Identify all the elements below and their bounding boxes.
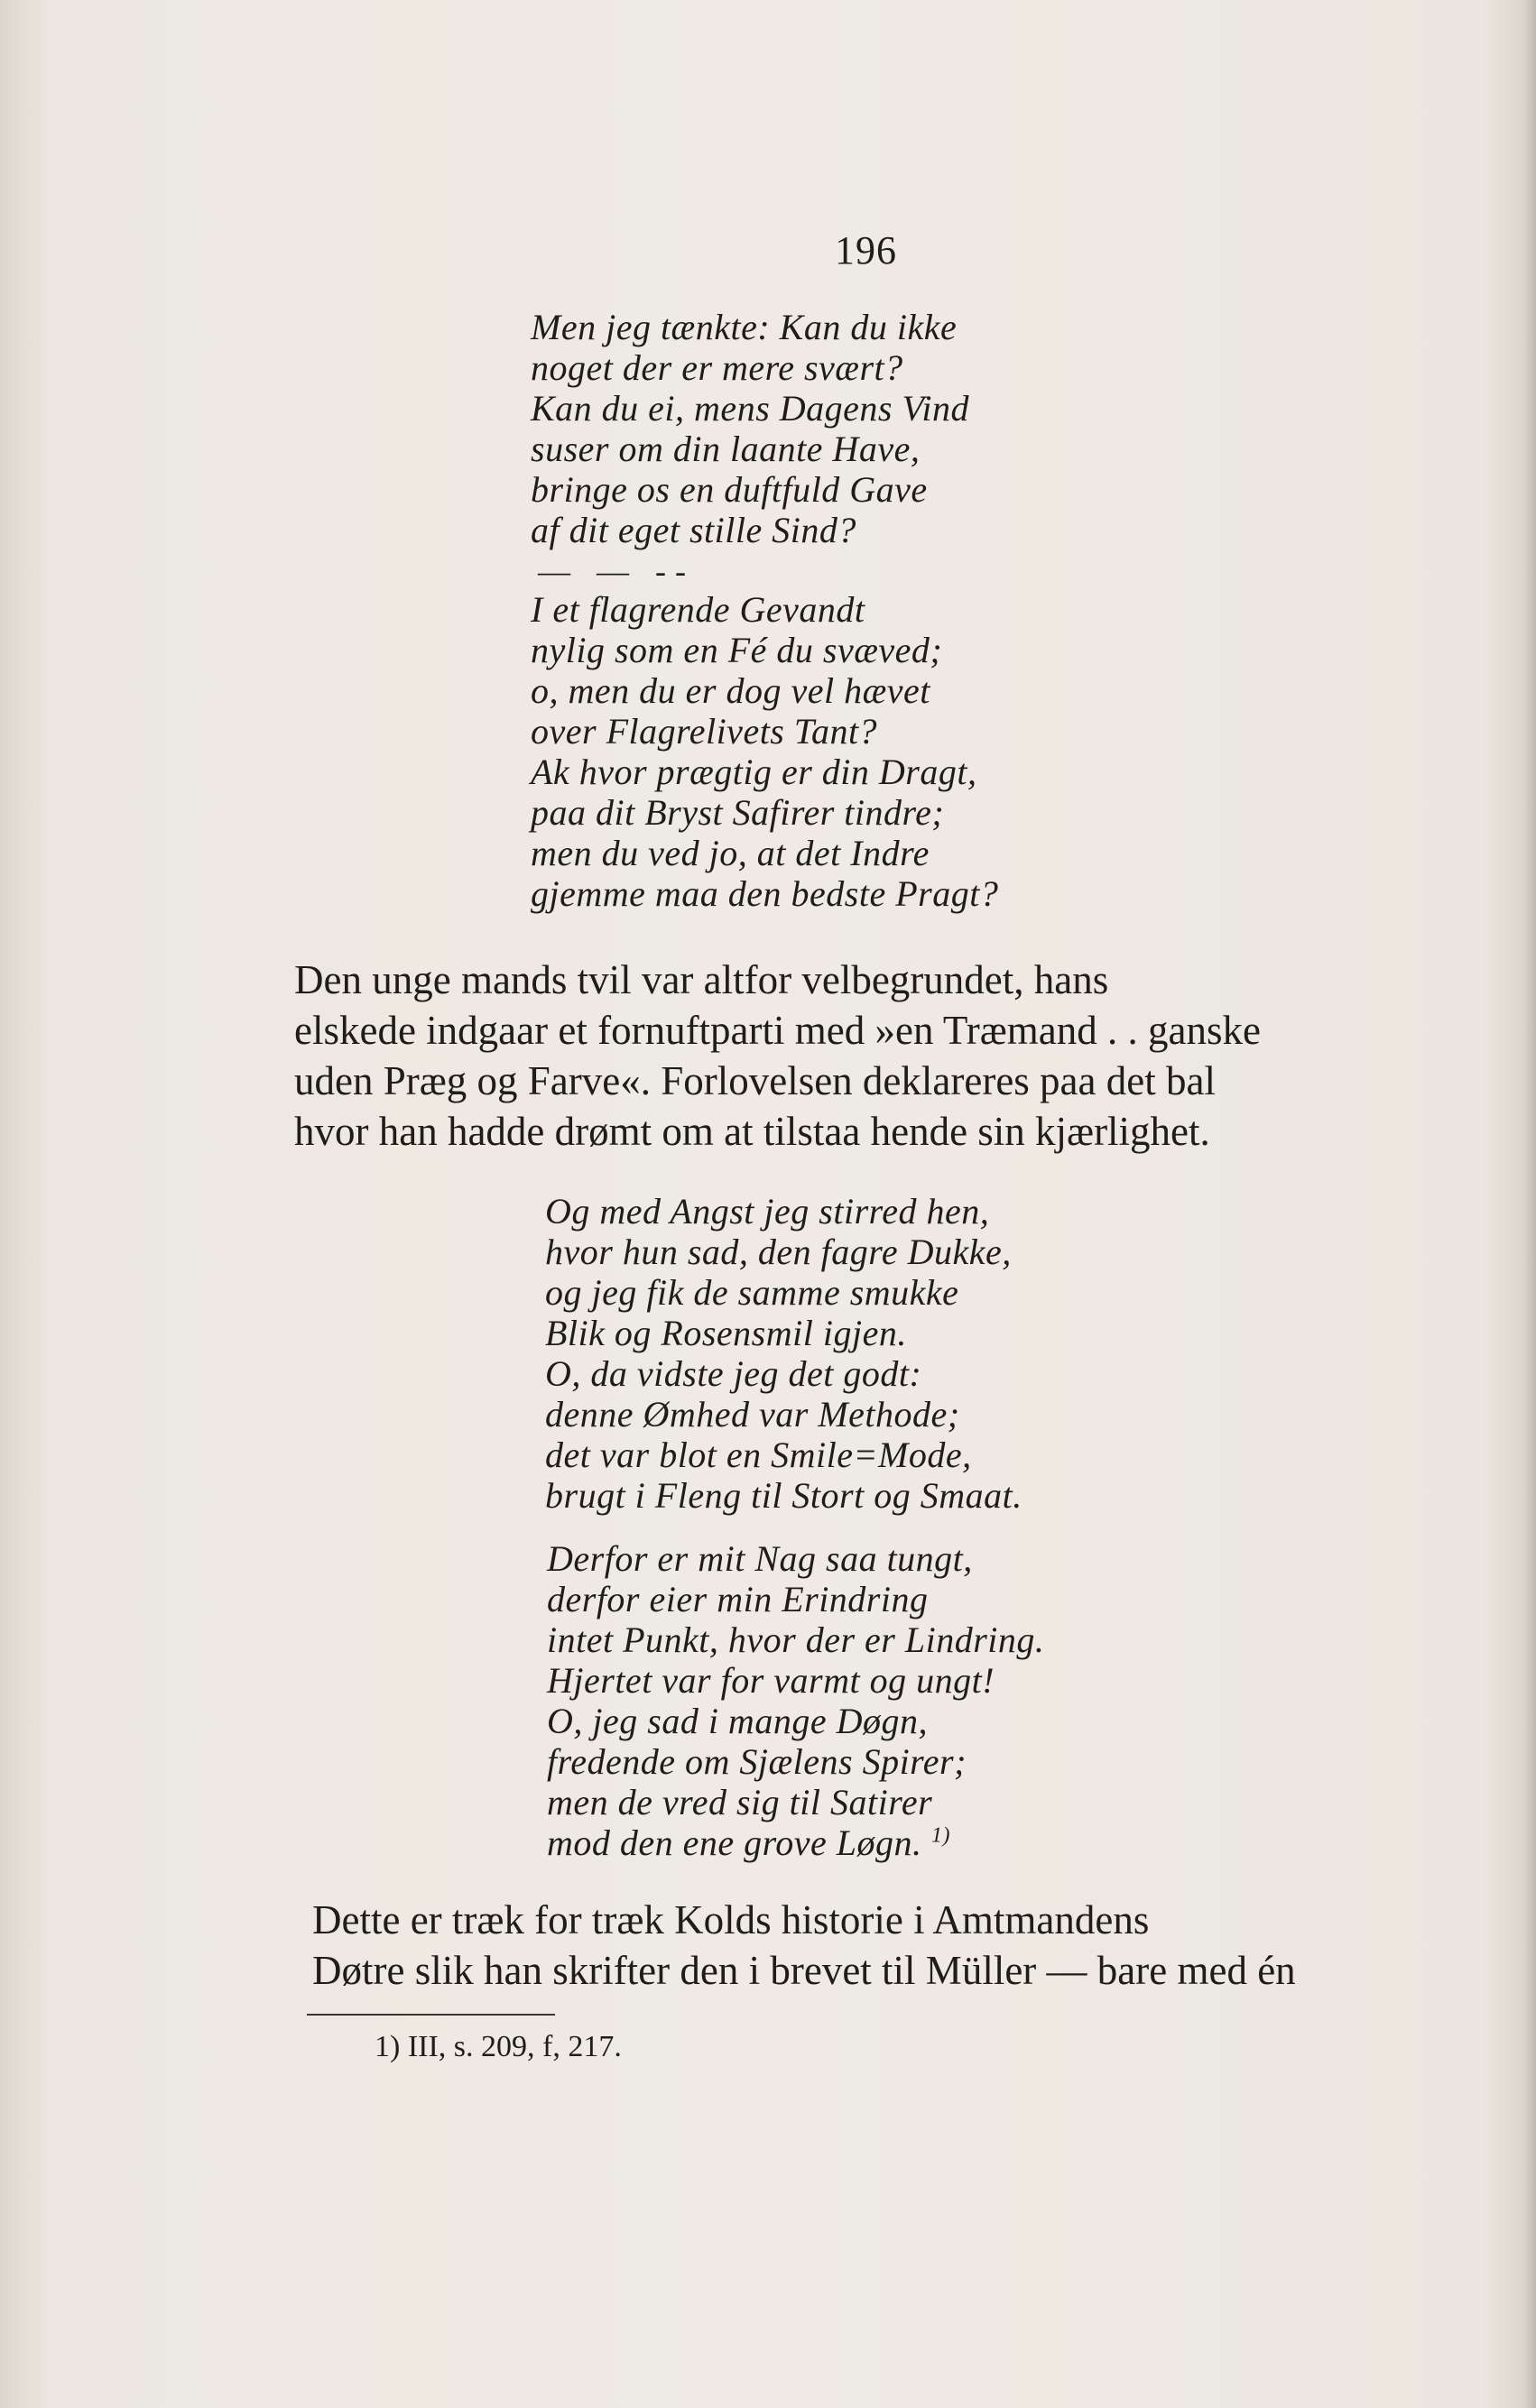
footnote-text: III, s. 209, f, 217. [407, 2030, 622, 2063]
footnote-marker: 1) [375, 2030, 401, 2063]
poem-line: gjemme maa den bedste Pragt? [531, 873, 999, 914]
poem-line: I et flagrende Gevandt [531, 589, 865, 630]
poem-line: fredende om Sjælens Spirer; [547, 1741, 967, 1782]
poem-line: og jeg fik de samme smukke [545, 1272, 959, 1313]
poem-line: bringe os en duftfuld Gave [531, 469, 928, 510]
poem-line: brugt i Fleng til Stort og Smaat. [545, 1475, 1022, 1516]
poem-line: men du ved jo, at det Indre [531, 833, 930, 873]
prose-line: Den unge mands tvil var altfor velbegrundet, hans [294, 957, 1109, 1002]
poem-line: paa dit Bryst Safirer tindre; [531, 792, 945, 833]
poem-line: intet Punkt, hvor der er Lindring. [547, 1619, 1045, 1660]
prose-line: hvor han hadde drømt om at tilstaa hende sin kjærlighet. [294, 1109, 1210, 1154]
poem-stanza-2 [531, 589, 998, 914]
poem-line: Men jeg tænkte: Kan du ikke [531, 307, 958, 347]
poem-line: denne Ømhed var Methode; [545, 1394, 960, 1435]
poem-line: over Flagrelivets Tant? [531, 711, 878, 752]
page-number: 196 [835, 228, 897, 272]
poem-line: Derfor er mit Nag saa tungt, [547, 1538, 973, 1579]
poem-line: Hjertet var for varmt og ungt! [547, 1660, 995, 1701]
page-edge-shadow [1523, 0, 1536, 2408]
poem-line: det var blot en Smile=Mode, [545, 1435, 972, 1475]
poem-line: noget der er mere svært? [531, 347, 903, 388]
prose-line: Dette er træk for træk Kolds historie i Amtmandens [312, 1897, 1150, 1942]
poem-line: suser om din laante Have, [531, 429, 921, 469]
prose-paragraph-2 [312, 1895, 1476, 1996]
poem-line: nylig som en Fé du svæved; [531, 630, 943, 670]
poem-line: Ak hvor prægtig er din Dragt, [531, 752, 977, 792]
footnote-reference: 1) [930, 1823, 950, 1848]
prose-line: Døtre slik han skrifter den i brevet til Müller — bare med én [312, 1948, 1296, 1993]
prose-paragraph-1 [294, 955, 1464, 1157]
poem-line: Blik og Rosensmil igjen. [545, 1313, 907, 1353]
poem-stanza-4 [547, 1538, 1044, 1863]
poem-stanza-3 [545, 1191, 1022, 1516]
stanza-separator: — — -- [538, 553, 695, 589]
poem-line: Og med Angst jeg stirred hen, [545, 1191, 990, 1232]
poem-line: O, da vidste jeg det godt: [545, 1353, 922, 1394]
footnote-divider [307, 2014, 555, 2016]
footnote [375, 2030, 622, 2064]
poem-line: o, men du er dog vel hævet [531, 670, 930, 711]
poem-line: Kan du ei, mens Dagens Vind [531, 388, 970, 429]
poem-line-text: mod den ene grove Løgn. [547, 1822, 922, 1863]
poem-line [547, 1822, 1044, 1863]
poem-line: hvor hun sad, den fagre Dukke, [545, 1232, 1012, 1272]
poem-line: derfor eier min Erindring [547, 1579, 929, 1619]
poem-line: O, jeg sad i mange Døgn, [547, 1701, 928, 1741]
prose-line: elskede indgaar et fornuftparti med »en Træmand . . ganske [294, 1008, 1261, 1053]
poem-stanza-1 [531, 307, 969, 550]
prose-line: uden Præg og Farve«. Forlovelsen deklareres paa det bal [294, 1058, 1216, 1103]
poem-line: men de vred sig til Satirer [547, 1782, 933, 1822]
poem-line: af dit eget stille Sind? [531, 510, 856, 550]
